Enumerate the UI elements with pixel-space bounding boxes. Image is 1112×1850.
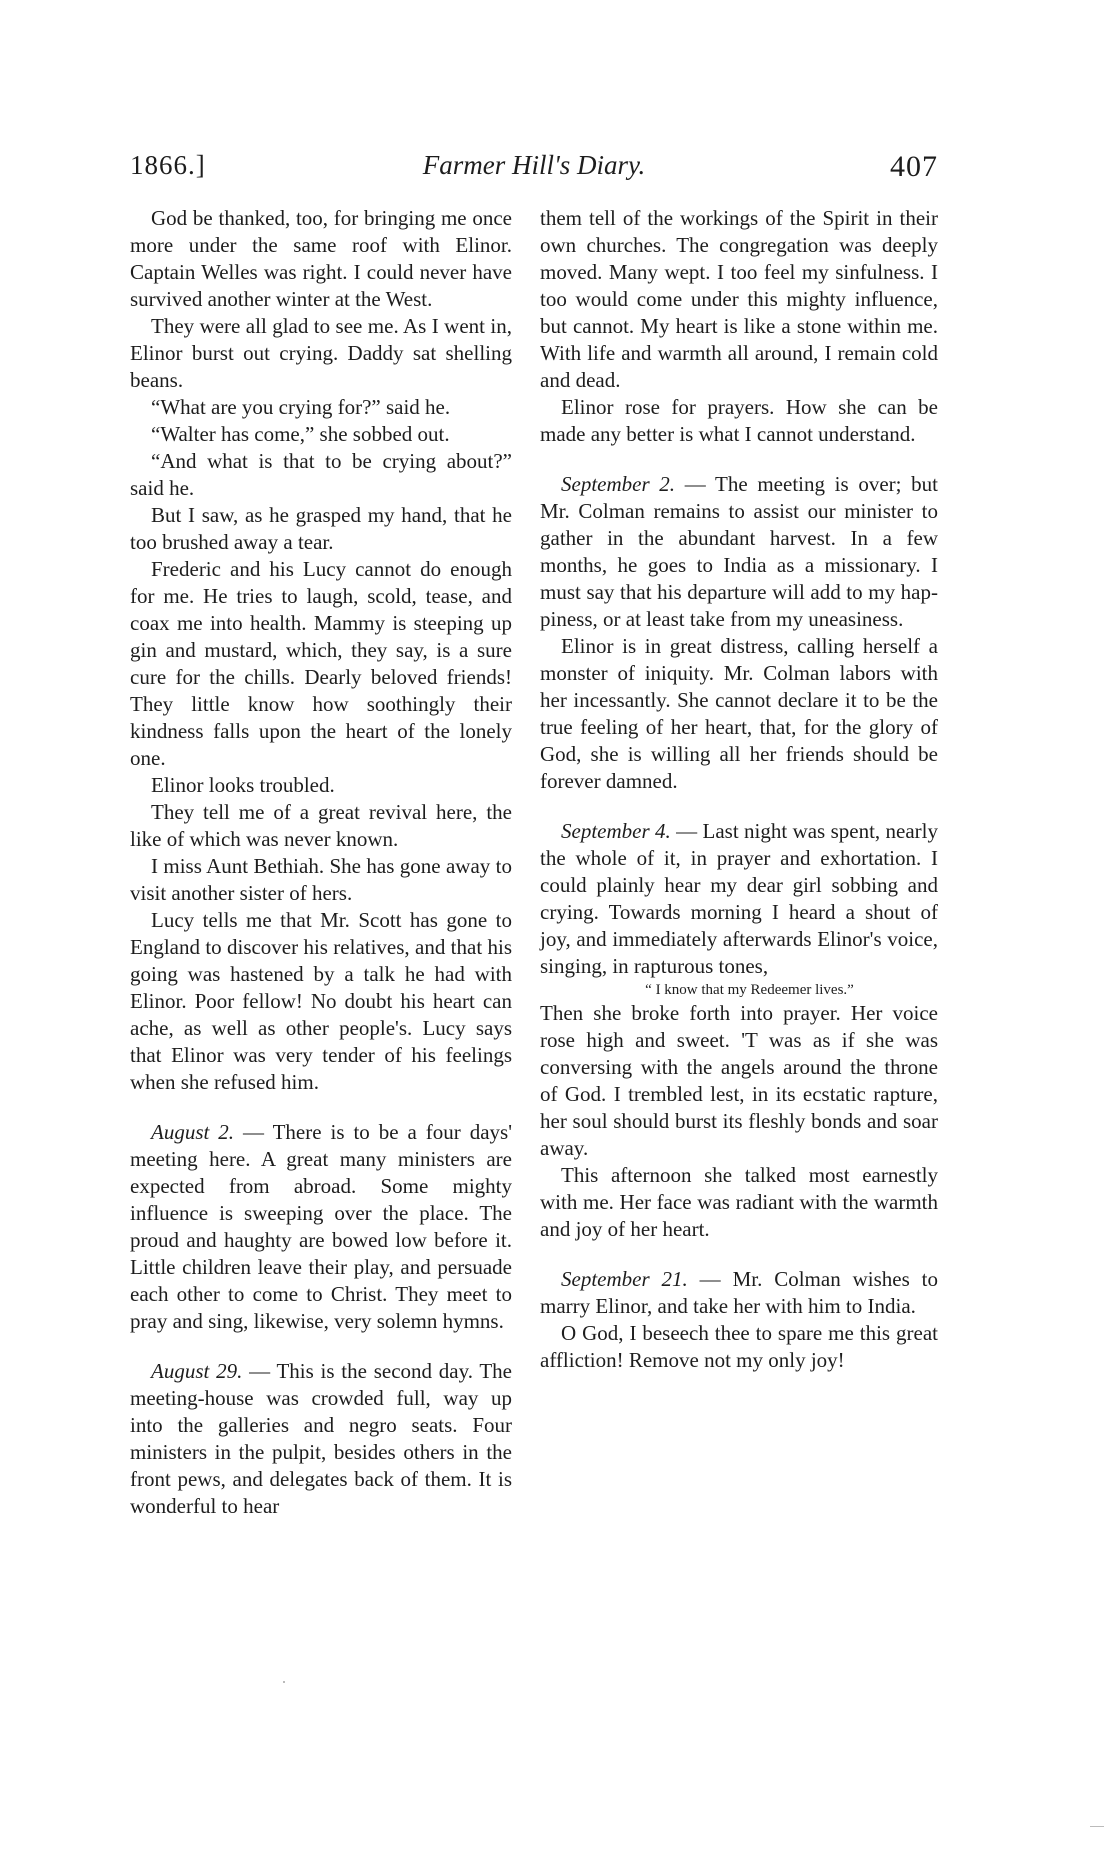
paragraph: Elinor rose for prayers. How she can be made any better is what I cannot understand.	[540, 395, 938, 446]
scan-speck	[1090, 1826, 1104, 1827]
entry-date: September 2.	[561, 472, 676, 496]
paragraph: Lucy tells me that Mr. Scott has gone to England to discover his relatives, and that his going was hastened by a talk he had with Elinor. Poor fellow! No doubt his heart can ache, as well as other people's. Lucy says that Elinor was very tender of his feelings when she refused him.	[130, 908, 512, 1094]
hymn-quote: “ I know that my Redeemer lives.”	[645, 982, 854, 998]
diary-entry-september-21	[540, 1266, 938, 1320]
paragraph: They were all glad to see me. As I went in, Elinor burst out crying. Daddy sat shelling beans.	[130, 314, 512, 392]
paragraph: God be thanked, too, for bringing me once more under the same roof with Elinor. Captain Welles was right. I could never have survived another winter at the West.	[130, 206, 512, 311]
left-column	[130, 205, 512, 1520]
running-header	[130, 150, 938, 190]
entry-text: — There is to be a four days' meeting here. A great many ministers are expected from abroad. Some mighty influence is sweeping over the place. The proud and haughty are bowed low before it. Little children leave their play, and persuade each other to come to Christ. They meet to pray and sing, likewise, very solemn hymns.	[130, 1120, 512, 1333]
paragraph: “What are you crying for?” said he.	[151, 395, 451, 419]
scan-speck	[283, 1681, 285, 1683]
entry-date: September 4.	[561, 819, 671, 843]
paragraph: them tell of the workings of the Spirit in their own churches. The congregation was deeply moved. Many wept. I too feel my sinfulness. I too would come under this mighty influence, but cannot. My heart is like a stone within me. With life and warmth all around, I remain cold and dead.	[540, 206, 938, 392]
diary-entry-august-29	[130, 1358, 512, 1520]
entry-text: — The meeting is over; but Mr. Colman remains to assist our minister to gather in the abundant harvest. In a few months, he goes to India as a missionary. I must say that his departure will add to my happiness, or at least take from my uneasiness.	[540, 472, 938, 631]
entry-date: August 2.	[151, 1120, 235, 1144]
paragraph: Elinor looks troubled.	[151, 773, 335, 797]
paragraph: Then she broke forth into prayer. Her voice rose high and sweet. 'T was as if she was conversing with the angels around the throne of God. I trembled lest, in its ecstatic rapture, her soul should burst its fleshly bonds and soar away.	[540, 1001, 938, 1160]
header-year: 1866.]	[130, 150, 206, 180]
paragraph: But I saw, as he grasped my hand, that he too brushed away a tear.	[130, 503, 512, 554]
paragraph: Frederic and his Lucy cannot do enough for me. He tries to laugh, scold, tease, and coax me into health. Mammy is steeping up gin and mustard, which, they say, is a sure cure for the chills. Dearly beloved friends! They little know how soothingly their kindness falls upon the heart of the lonely one.	[130, 557, 512, 770]
paragraph: I miss Aunt Bethiah. She has gone away to visit another sister of hers.	[130, 854, 512, 905]
entry-date: September 21.	[561, 1267, 688, 1291]
diary-entry-august-2	[130, 1119, 512, 1335]
paragraph: They tell me of a great revival here, the like of which was never known.	[130, 800, 512, 851]
entry-text: — Last night was spent, nearly the whole of it, in prayer and exhortation. I could plainly hear my dear girl sobbing and crying. Towards morning I heard a shout of joy, and immediately afterwards Elinor's voice, singing, in rapturous tones,	[540, 819, 939, 978]
entry-date: August 29.	[151, 1359, 243, 1383]
right-column	[540, 205, 938, 1374]
paragraph: This afternoon she talked most earnestly with me. Her face was radiant with the warmth and joy of her heart.	[540, 1163, 938, 1241]
entry-text: — Mr. Colman wishes to marry Elinor, and take her with him to India.	[540, 1267, 938, 1318]
diary-entry-september-4	[540, 818, 938, 980]
paragraph: “Walter has come,” she sobbed out.	[151, 422, 450, 446]
paragraph: O God, I beseech thee to spare me this great affliction! Remove not my only joy!	[540, 1321, 938, 1372]
header-title: Farmer Hill's Diary.	[422, 150, 646, 180]
paragraph: Elinor is in great distress, calling herself a monster of iniquity. Mr. Colman labors with her incessantly. She cannot declare it to be the true feeling of her heart, that, for the glory of God, she is willing all her friends should be forever damned.	[540, 634, 938, 793]
diary-entry-september-2	[540, 471, 938, 633]
page-number: 407	[890, 150, 938, 183]
entry-text: — This is the second day. The meeting-house was crowded full, way up into the galleries and negro seats. Four ministers in the pulpit, besides others in the front pews, and delegates back of them. It is wonderful to hear	[130, 1359, 512, 1518]
paragraph: “And what is that to be crying about?” said he.	[130, 449, 512, 500]
